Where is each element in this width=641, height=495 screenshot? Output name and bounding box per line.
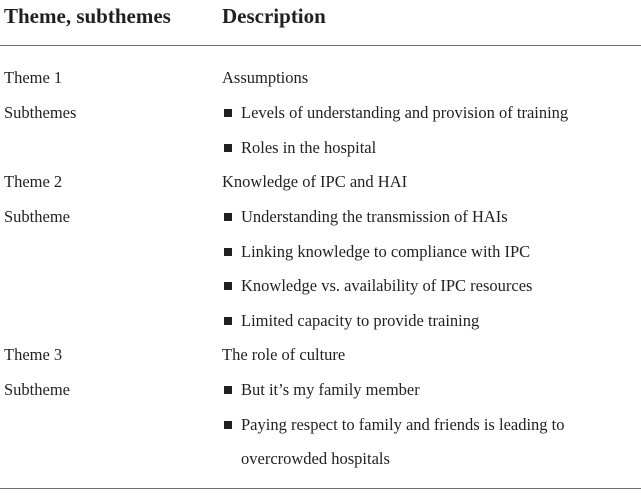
table-row — [0, 310, 641, 344]
theme-cell: Theme 1 — [4, 68, 63, 87]
table-row — [0, 241, 641, 275]
subtheme-label-cell: Subtheme — [4, 207, 70, 226]
bullet-text: Understanding the transmission of HAIs — [241, 207, 508, 226]
square-bullet-icon — [224, 248, 232, 256]
table-row — [0, 206, 641, 240]
bullet-text: Paying respect to family and friends is leading to overcrowded hospitals — [241, 415, 565, 468]
subtheme-label-cell: Subthemes — [4, 103, 77, 122]
table-row — [0, 102, 641, 136]
subtheme-label-cell: Subtheme — [4, 380, 70, 399]
square-bullet-icon — [224, 213, 232, 221]
bullet-text: Knowledge vs. availability of IPC resources — [241, 276, 533, 295]
bullet-text: But it’s my family member — [241, 380, 420, 399]
header-theme-subthemes: Theme, subthemes — [4, 4, 171, 28]
theme-cell: Theme 3 — [4, 345, 63, 364]
theme-cell: Theme 2 — [4, 172, 63, 191]
square-bullet-icon — [224, 317, 232, 325]
table-header — [0, 0, 641, 44]
table-row — [0, 414, 641, 478]
bullet-text: Roles in the hospital — [241, 138, 377, 157]
table-row — [0, 275, 641, 309]
square-bullet-icon — [224, 386, 232, 394]
square-bullet-icon — [224, 144, 232, 152]
header-description: Description — [222, 4, 326, 28]
table-row — [0, 171, 641, 205]
bullet-text: Limited capacity to provide training — [241, 311, 480, 330]
table-row — [0, 67, 641, 101]
square-bullet-icon — [224, 421, 232, 429]
description-cell: Knowledge of IPC and HAI — [222, 172, 408, 191]
square-bullet-icon — [224, 282, 232, 290]
bottom-rule — [0, 488, 641, 489]
table-row — [0, 344, 641, 378]
table-row — [0, 137, 641, 171]
top-rule — [0, 45, 641, 46]
bullet-text: Linking knowledge to compliance with IPC — [241, 242, 531, 261]
square-bullet-icon — [224, 109, 232, 117]
bullet-text: Levels of understanding and provision of training — [241, 103, 569, 122]
description-cell: The role of culture — [222, 345, 346, 364]
description-cell: Assumptions — [222, 68, 309, 87]
